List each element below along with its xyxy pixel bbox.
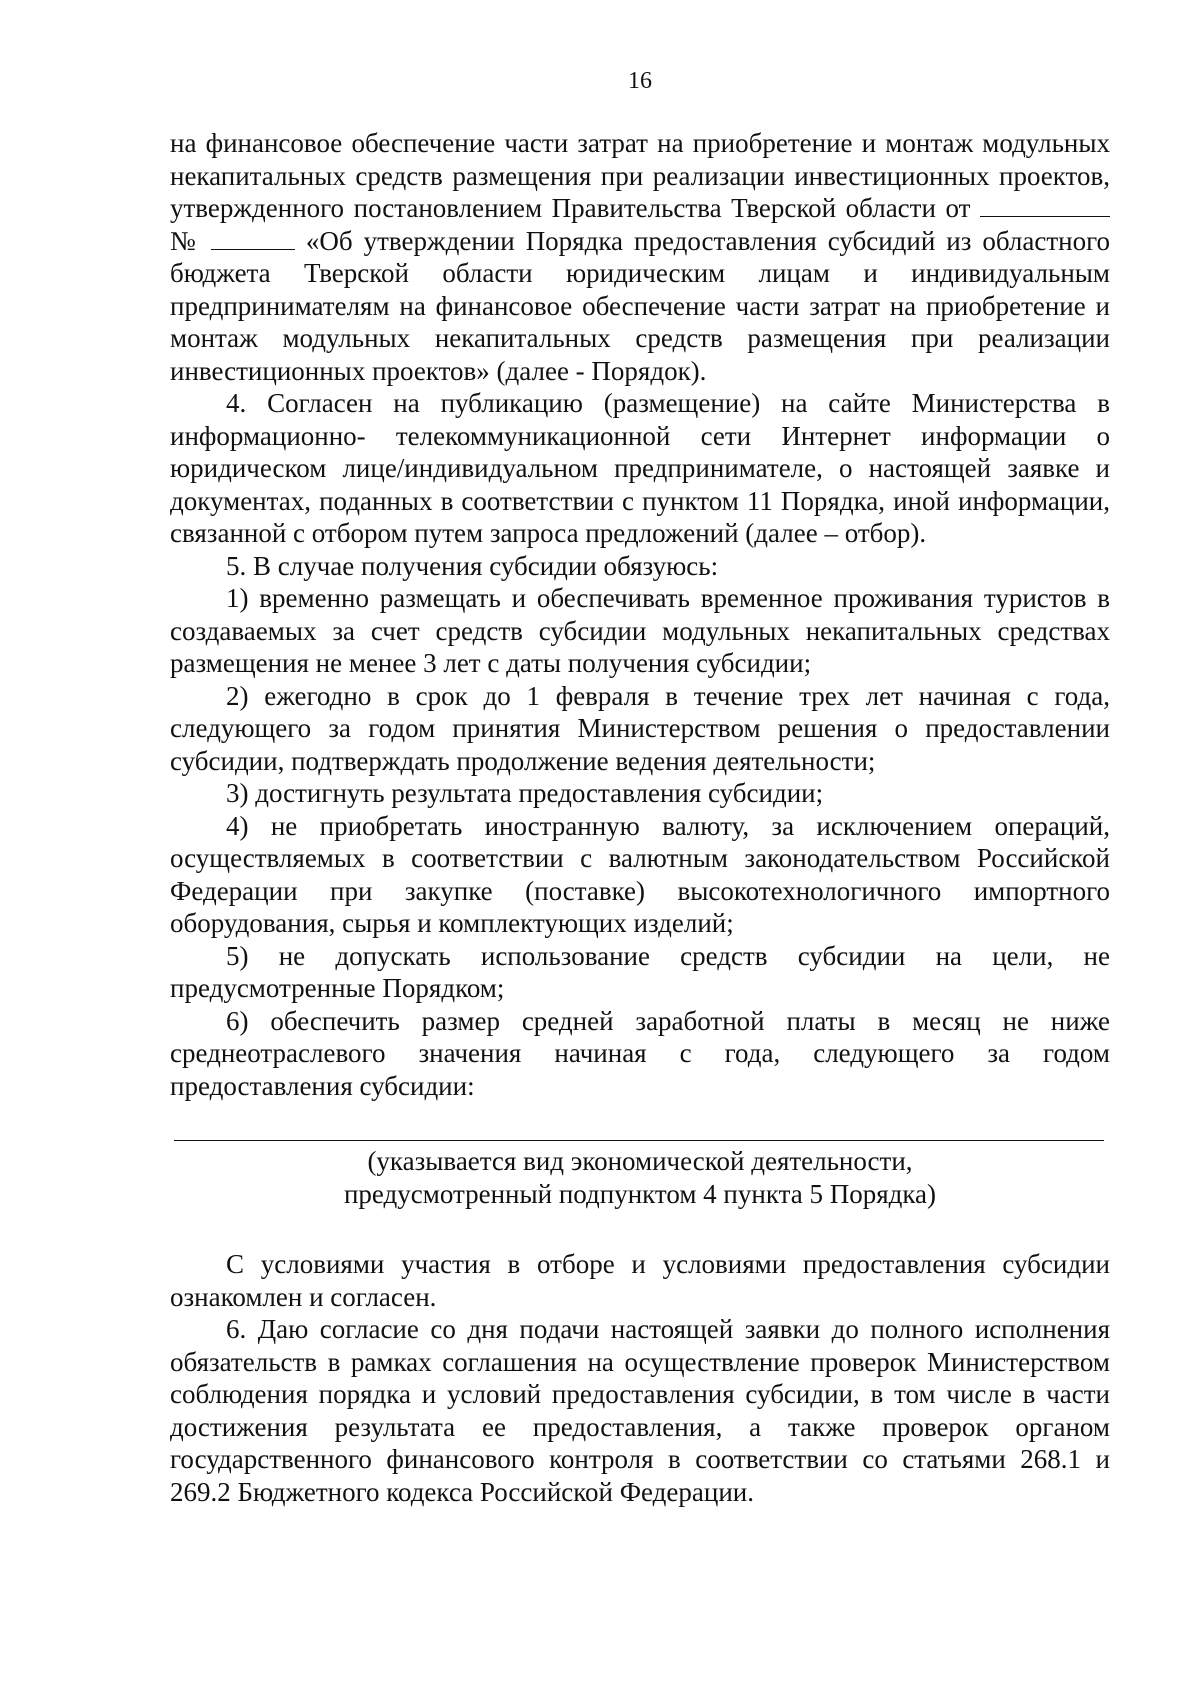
paragraph-5-obligations-heading: 5. В случае получения субсидии обязуюсь: [226,550,719,581]
activity-type-caption [170,1145,1110,1210]
caption-line-1: (указывается вид экономической деятельности, [367,1146,913,1176]
paragraph-6-inspection-consent: 6. Даю согласие со дня подачи настоящей заявки до полного исполнения обязательств в рамках соглашения на осуществление проверок Министерством соблюдения порядка и условий предоставления субсидии, в том числе в части достижения результата ее предоставления, а также проверок органом государственного финансового контроля в соответствии со статьями 268.1 и 269.2 Бюджетного кодекса Российской Федерации. [170,1314,1110,1507]
paragraph-order-reference [170,127,1110,387]
obligation-item-5: 5) не допускать использование средств субсидии на цели, не предусмотренные Порядком; [170,940,1110,1003]
document-body [170,127,1110,1508]
paragraph-4-publication-consent: 4. Согласен на публикацию (размещение) на сайте Министерства в информационно- телекоммуникационной сети Интернет информации о юридическом лице/индивидуальном предпринимателе, о настоящей заявке и документах, поданных в соответствии с пунктом 11 Порядка, иной информации, связанной с отбором путем запроса предложений (далее – отбор). [170,388,1110,548]
obligation-item-6: 6) обеспечить размер средней заработной платы в месяц не ниже среднеотраслевого значения начиная с года, следующего за годом предоставления субсидии: [170,1005,1110,1101]
date-blank-field [980,194,1110,217]
obligation-item-2: 2) ежегодно в срок до 1 февраля в течение трех лет начиная с года, следующего за годом принятия Министерством решения о предоставлении субсидии, подтверждать продолжение ведения деятельности; [170,680,1110,776]
vertical-spacer [170,1210,1110,1248]
number-blank-field [211,227,295,250]
paragraph-conditions-acknowledgement: С условиями участия в отборе и условиями предоставления субсидии ознакомлен и согласен. [170,1249,1110,1312]
caption-line-2: предусмотренный подпунктом 4 пункта 5 Порядка) [343,1178,937,1209]
obligation-item-1: 1) временно размещать и обеспечивать временное проживания туристов в создаваемых за счет средств субсидии модульных некапитальных средствах размещения не менее 3 лет с даты получения субсидии; [170,583,1110,678]
page-number: 16 [628,68,652,94]
obligation-item-3: 3) достигнуть результата предоставления субсидии; [226,778,824,808]
order-reference-text-start: на финансовое обеспечение части затрат на приобретение и монтаж модульных некапитальных средств размещения при реализации инвестиционных проектов, утвержденного постановлением Правительства Тверской области от [170,128,1110,223]
number-sign: № [170,225,200,256]
activity-type-fill-line [174,1140,1104,1141]
order-reference-text-end: «Об утверждении Порядка предоставления субсидий из областного бюджета Тверской области юридическим лицам и индивидуальным предпринимателям на финансовое обеспечение части затрат на приобретение и монтаж модульных некапитальных средств размещения при реализации инвестиционных проектов» (далее - Порядок). [170,225,1111,386]
obligation-item-4: 4) не приобретать иностранную валюту, за исключением операций, осуществляемых в соответствии с валютным законодательством Российской Федерации при закупке (поставке) высокотехнологичного импортного оборудования, сырья и комплектующих изделий; [170,810,1110,938]
